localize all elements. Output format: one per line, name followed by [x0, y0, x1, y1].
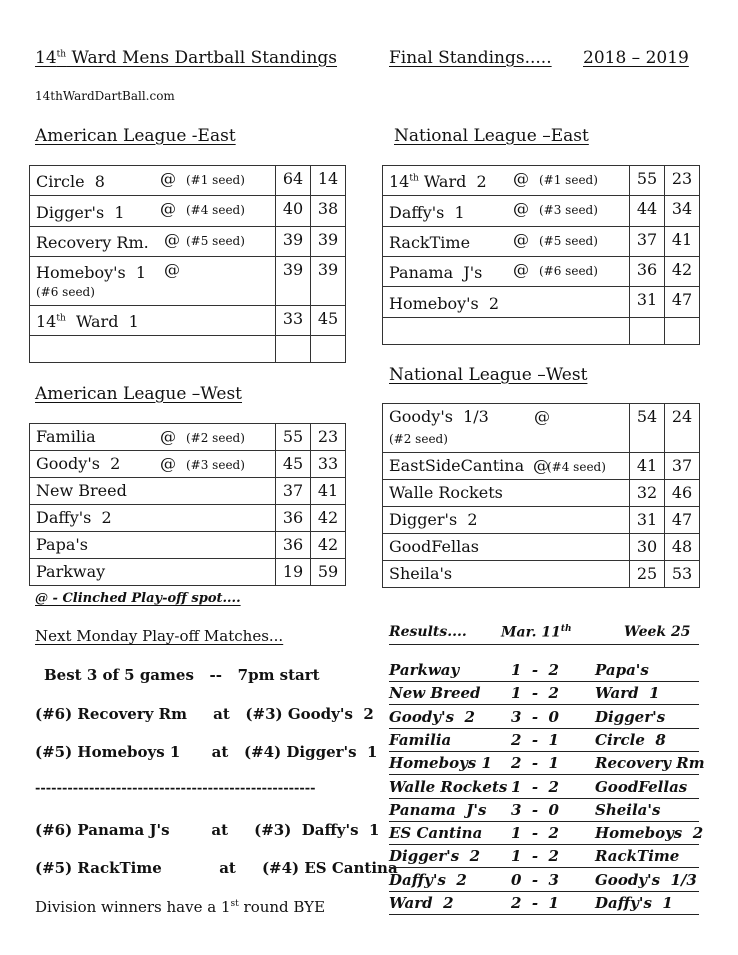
standings-row: [383, 561, 700, 588]
wins-cell: 44: [630, 196, 665, 226]
standings-row: [30, 256, 346, 305]
team-cell-content: [389, 536, 623, 558]
losses-cell: 46: [665, 480, 700, 507]
nl-east-title: National League –East: [394, 126, 589, 146]
wins-cell: [276, 336, 311, 363]
team-name-text: Daffy's 1: [389, 202, 465, 222]
standings-row: [383, 534, 700, 561]
standings-row: [30, 532, 346, 559]
losses-cell: 33: [311, 451, 346, 478]
bye-note-end: round BYE: [238, 898, 326, 916]
title-number: 14: [35, 48, 57, 68]
wins-cell: 40: [276, 196, 311, 226]
playoffs-format: Best 3 of 5 games -- 7pm start: [44, 666, 320, 684]
standings-row: [383, 453, 700, 480]
result-away-team: Goody's 1/3: [595, 870, 697, 889]
clinched-legend: @ - Clinched Play-off spot....: [35, 591, 241, 606]
wins-cell: 31: [630, 507, 665, 534]
team-cell-content: [389, 563, 623, 585]
wins-cell: 64: [276, 166, 311, 196]
team-cell: [383, 404, 630, 453]
team-name-sup: th: [409, 174, 419, 184]
result-score: 2 - 1: [511, 894, 559, 912]
result-score: 1 - 2: [511, 684, 559, 703]
team-cell-content: [389, 168, 623, 193]
title-rest: Ward Mens Dartball Standings: [66, 48, 338, 68]
team-cell: [383, 453, 630, 480]
result-score: 3 - 0: [511, 800, 559, 819]
result-row: [389, 730, 699, 752]
result-home-team: Goody's 2: [389, 707, 475, 726]
results-week: Week 25: [624, 624, 691, 640]
team-cell: [383, 480, 630, 507]
losses-cell: 23: [665, 166, 700, 196]
standings-row: [30, 336, 346, 363]
losses-cell: 41: [311, 478, 346, 505]
team-name-text: RackTime: [389, 232, 471, 252]
seed-label: (#2 seed): [389, 432, 448, 446]
clinched-mark: @: [534, 407, 550, 426]
team-cell: [383, 534, 630, 561]
team-cell: [383, 256, 630, 286]
result-away-team: Recovery Rm: [595, 754, 705, 773]
team-cell-content: [36, 453, 269, 475]
losses-cell: 34: [665, 196, 700, 226]
seed-label: (#2 seed): [186, 431, 245, 445]
result-away-team: Papa's: [595, 661, 649, 679]
season-label: 2018 – 2019: [583, 48, 689, 68]
team-cell: [30, 336, 276, 363]
nl-west-title: National League –West: [389, 365, 588, 385]
team-cell-content: [389, 229, 623, 254]
clinched-mark: @: [513, 199, 529, 219]
playoff-match-3: (#6) Panama J's at (#3) Daffy's 1: [35, 821, 380, 839]
result-row: [389, 753, 705, 775]
wins-cell: 55: [630, 166, 665, 196]
losses-cell: 47: [665, 507, 700, 534]
standings-row: [383, 317, 700, 344]
wins-cell: 25: [630, 561, 665, 588]
standings-row: [30, 226, 346, 256]
team-cell-content: [36, 426, 269, 448]
result-row: [389, 846, 699, 868]
result-home-team: New Breed: [389, 684, 481, 703]
team-cell-content: [389, 259, 623, 284]
al-west-table: [29, 423, 346, 586]
team-cell-content: [36, 507, 269, 529]
team-cell: [30, 559, 276, 586]
standings-row: [383, 166, 700, 196]
team-cell: [30, 226, 276, 256]
result-score: 2 - 1: [511, 730, 559, 749]
team-name: [36, 312, 139, 331]
result-row: [389, 823, 704, 845]
result-score: 3 - 0: [511, 707, 559, 726]
team-name-text: Homeboy's 1: [36, 263, 147, 283]
team-cell-content: [36, 168, 269, 193]
nl-east-table: [382, 165, 700, 345]
result-home-team: ES Cantina: [389, 824, 483, 843]
team-cell: [30, 196, 276, 226]
team-name: Parkway: [36, 562, 106, 581]
team-name: [389, 294, 499, 313]
team-name: [389, 203, 465, 222]
seed-label: (#4 seed): [186, 203, 245, 218]
team-name-text: Homeboy's 2: [389, 293, 500, 313]
results-label: Results....: [389, 624, 467, 640]
al-east-table: [29, 165, 346, 363]
team-cell: [383, 287, 630, 317]
result-row: [389, 870, 699, 892]
team-name: [389, 172, 487, 191]
playoffs-title: Next Monday Play-off Matches...: [35, 627, 284, 645]
losses-cell: 42: [311, 505, 346, 532]
result-row: [389, 800, 699, 822]
seed-label: (#3 seed): [539, 203, 598, 218]
bye-note-sup: st: [230, 899, 239, 909]
losses-cell: 37: [665, 453, 700, 480]
wins-cell: 36: [276, 505, 311, 532]
seed-label: (#4 seed): [547, 460, 606, 474]
result-score: 1 - 2: [511, 777, 559, 796]
result-home-team: Daffy's 2: [389, 870, 467, 889]
result-home-team: Walle Rockets: [389, 777, 508, 796]
team-name: Digger's 2: [389, 510, 478, 529]
clinched-mark: @: [160, 199, 176, 219]
final-standings-label: Final Standings.....: [389, 48, 552, 68]
losses-cell: [311, 336, 346, 363]
team-name-text: Circle 8: [36, 172, 105, 192]
result-home-team: Familia: [389, 730, 452, 749]
standings-row: [30, 451, 346, 478]
team-name-sup: th: [56, 313, 66, 324]
clinched-mark: @: [513, 229, 529, 249]
standings-row: [383, 480, 700, 507]
results-date-text: Mar. 11: [501, 624, 561, 641]
result-home-team: Homeboys 1: [389, 754, 492, 773]
team-cell: [383, 166, 630, 196]
team-cell: [383, 561, 630, 588]
team-cell: [30, 305, 276, 335]
wins-cell: 36: [630, 256, 665, 286]
team-name: Walle Rockets: [389, 483, 503, 502]
standings-row: [30, 196, 346, 226]
wins-cell: 54: [630, 404, 665, 453]
standings-row: [383, 196, 700, 226]
result-home-team: Panama J's: [389, 800, 487, 819]
team-cell: [383, 317, 630, 344]
team-name: Daffy's 2: [36, 508, 112, 527]
result-row: [389, 777, 699, 799]
team-cell: [383, 226, 630, 256]
team-name: New Breed: [36, 481, 127, 500]
team-name: [389, 233, 470, 252]
result-away-team: Circle 8: [595, 730, 666, 749]
team-cell: [30, 478, 276, 505]
team-cell: [30, 166, 276, 196]
result-score: 1 - 2: [511, 824, 559, 843]
wins-cell: 39: [276, 226, 311, 256]
clinched-mark: @: [160, 454, 176, 473]
playoff-divider: ----------------------------------------------------: [35, 781, 316, 796]
results-header: [389, 624, 699, 645]
result-row: [389, 707, 699, 729]
al-west-title: American League –West: [35, 384, 243, 404]
wins-cell: 45: [276, 451, 311, 478]
wins-cell: 30: [630, 534, 665, 561]
wins-cell: 36: [276, 532, 311, 559]
team-cell: [30, 256, 276, 305]
result-row: [389, 660, 699, 682]
result-away-team: Ward 1: [595, 684, 660, 703]
losses-cell: [665, 317, 700, 344]
seed-label: (#5 seed): [186, 233, 245, 248]
team-name: [36, 203, 125, 222]
playoff-match-4: (#5) RackTime at (#4) ES Cantina: [35, 859, 398, 877]
team-name: Sheila's: [389, 564, 453, 583]
team-name: GoodFellas: [389, 537, 479, 556]
result-home-team: Parkway: [389, 661, 460, 679]
result-away-team: GoodFellas: [595, 777, 688, 796]
clinched-mark: @: [513, 259, 529, 279]
team-cell: [30, 505, 276, 532]
result-score: 2 - 1: [511, 754, 559, 773]
result-away-team: Sheila's: [595, 800, 661, 819]
team-name-text: 14: [389, 172, 410, 192]
wins-cell: 19: [276, 559, 311, 586]
losses-cell: 47: [665, 287, 700, 317]
team-name: [389, 263, 482, 282]
wins-cell: 39: [276, 256, 311, 305]
team-name-text: Recovery Rm.: [36, 232, 149, 252]
team-name: Familia: [36, 427, 96, 446]
seed-label: (#1 seed): [539, 173, 598, 187]
title-suffix: th: [56, 49, 67, 60]
results-date-sup: th: [560, 624, 572, 634]
standings-row: [383, 287, 700, 317]
result-row: [389, 893, 699, 915]
nl-west-table: [382, 403, 700, 588]
standings-row: [30, 505, 346, 532]
standings-row: [383, 226, 700, 256]
losses-cell: 45: [311, 305, 346, 335]
losses-cell: 53: [665, 561, 700, 588]
team-cell: [30, 532, 276, 559]
result-home-team: Ward 2: [389, 894, 454, 912]
losses-cell: 39: [311, 226, 346, 256]
result-away-team: Homeboys 2: [595, 824, 704, 843]
result-away-team: Daffy's 1: [595, 894, 673, 912]
wins-cell: 32: [630, 480, 665, 507]
losses-cell: 41: [665, 226, 700, 256]
losses-cell: 38: [311, 196, 346, 226]
standings-row: [30, 559, 346, 586]
standings-row: [30, 305, 346, 335]
team-cell-content: [389, 482, 623, 504]
seed-label: (#6 seed): [539, 263, 598, 278]
losses-cell: 23: [311, 424, 346, 451]
clinched-mark: @: [160, 169, 176, 188]
standings-row: [30, 424, 346, 451]
team-cell-content: [36, 229, 269, 254]
team-cell-content: [36, 308, 269, 333]
team-cell-content: [389, 406, 623, 450]
bye-note: [35, 898, 325, 916]
losses-cell: 14: [311, 166, 346, 196]
result-score: 1 - 2: [511, 847, 559, 866]
playoff-match-1: (#6) Recovery Rm at (#3) Goody's 2: [35, 705, 374, 723]
team-cell: [30, 451, 276, 478]
team-cell: [30, 424, 276, 451]
losses-cell: 24: [665, 404, 700, 453]
team-name: Goody's 2: [36, 454, 121, 473]
team-cell-content: [36, 480, 269, 502]
losses-cell: 42: [311, 532, 346, 559]
team-name: Papa's: [36, 535, 88, 554]
standings-row: [383, 404, 700, 453]
team-name-text: Panama J's: [389, 263, 483, 283]
clinched-mark: @: [513, 169, 529, 188]
wins-cell: 37: [276, 478, 311, 505]
team-name-text: Digger's 1: [36, 202, 125, 222]
losses-cell: 48: [665, 534, 700, 561]
team-name: [36, 233, 149, 252]
wins-cell: [630, 317, 665, 344]
standings-row: [383, 507, 700, 534]
standings-row: [30, 478, 346, 505]
result-home-team: Digger's 2: [389, 847, 481, 866]
al-east-title: American League -East: [35, 126, 236, 146]
team-cell-content: [389, 320, 623, 342]
team-name: [36, 263, 146, 282]
losses-cell: 42: [665, 256, 700, 286]
team-cell-content: [389, 198, 623, 223]
team-cell-content: [36, 198, 269, 223]
seed-label: (#5 seed): [539, 233, 598, 248]
team-name: [36, 172, 105, 191]
result-score: 1 - 2: [511, 661, 559, 679]
team-cell: [383, 196, 630, 226]
seed-label: (#6 seed): [36, 284, 95, 299]
team-cell-content: [36, 338, 269, 360]
result-row: [389, 683, 699, 705]
result-away-team: RackTime: [595, 847, 680, 866]
playoff-match-2: (#5) Homeboys 1 at (#4) Digger's 1: [35, 743, 378, 761]
team-name-text: 14: [36, 312, 57, 332]
team-cell-content: [36, 259, 269, 303]
seed-label: (#1 seed): [186, 173, 245, 187]
team-cell: [383, 507, 630, 534]
team-cell-content: [389, 509, 623, 531]
team-name-rest: Ward 2: [418, 172, 487, 192]
standings-row: [383, 256, 700, 286]
team-name: EastSideCantina: [389, 456, 525, 475]
team-cell-content: [389, 455, 623, 477]
result-away-team: Digger's: [595, 707, 666, 726]
team-cell-content: [36, 561, 269, 583]
results-date: [501, 624, 572, 641]
wins-cell: 31: [630, 287, 665, 317]
bye-note-start: Division winners have a 1: [35, 898, 231, 916]
website-link[interactable]: 14thWardDartBall.com: [35, 89, 175, 103]
clinched-mark: @: [160, 427, 176, 446]
wins-cell: 41: [630, 453, 665, 480]
result-score: 0 - 3: [511, 870, 559, 889]
clinched-mark: @: [164, 259, 180, 279]
losses-cell: 59: [311, 559, 346, 586]
team-name: Goody's 1/3: [389, 407, 489, 426]
wins-cell: 55: [276, 424, 311, 451]
team-name-rest: Ward 1: [65, 312, 139, 332]
team-cell-content: [389, 289, 623, 314]
page-title: [35, 48, 337, 68]
wins-cell: 33: [276, 305, 311, 335]
losses-cell: 39: [311, 256, 346, 305]
clinched-mark: @: [533, 456, 549, 475]
seed-label: (#3 seed): [186, 458, 245, 472]
wins-cell: 37: [630, 226, 665, 256]
clinched-mark: @: [164, 229, 180, 249]
team-cell-content: [36, 534, 269, 556]
standings-row: [30, 166, 346, 196]
